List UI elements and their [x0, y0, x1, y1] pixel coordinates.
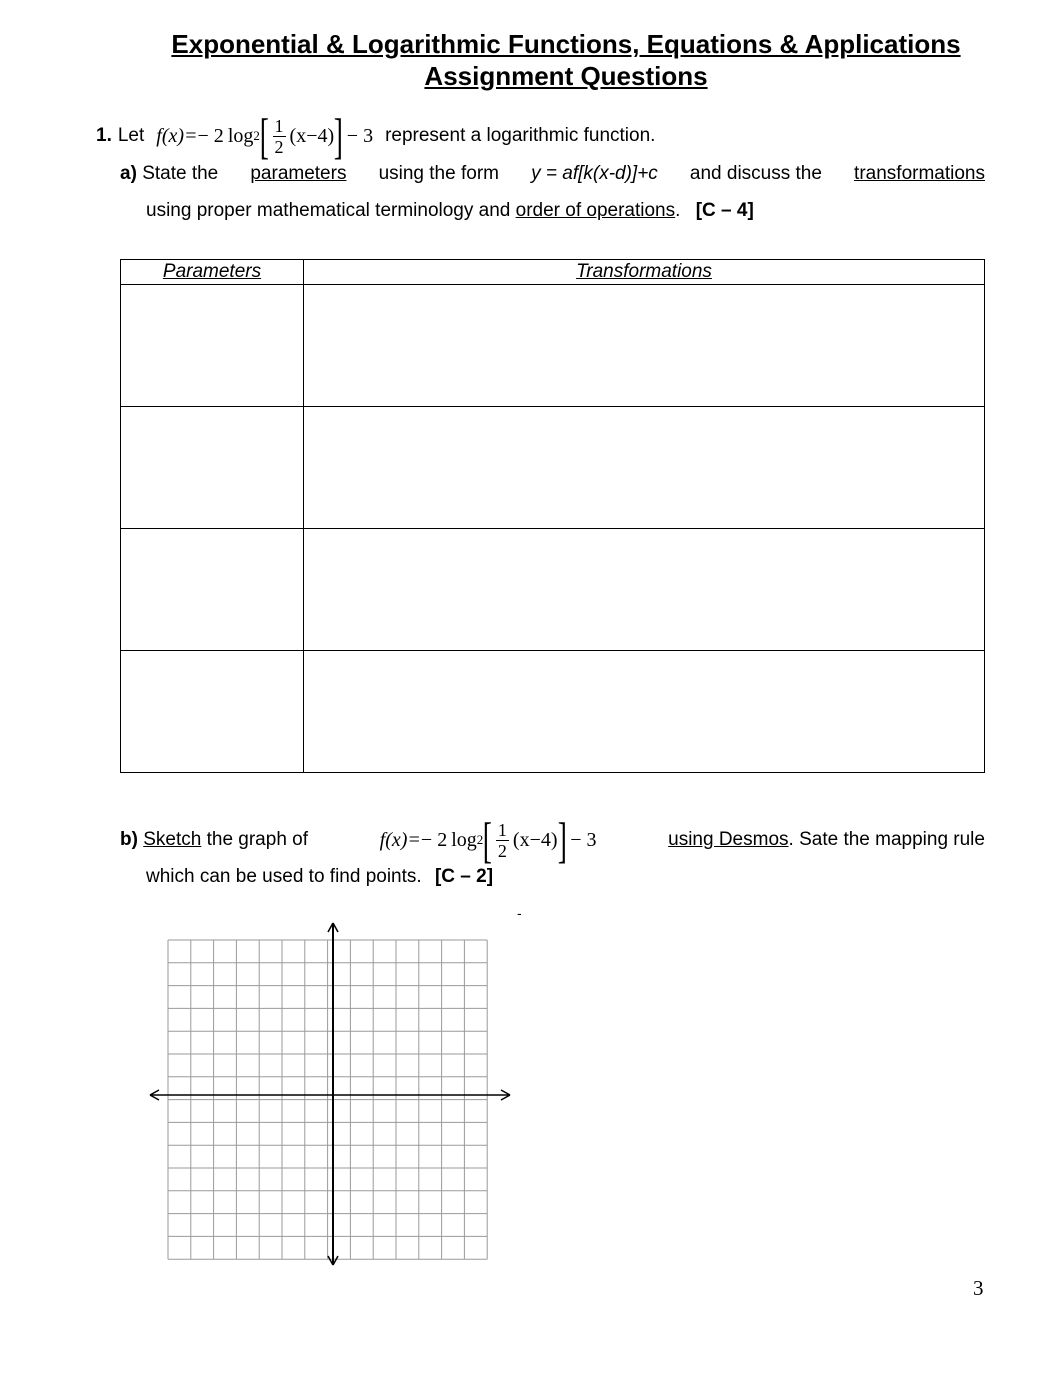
represent-text: represent a logarithmic function.	[385, 125, 656, 146]
title-line-2: Assignment Questions	[424, 61, 708, 91]
function-equation-b: f(x)= − 2 log 2 [ $\frac{1}{2}$ (x−4) ] − 3	[379, 812, 597, 868]
parameter-cell[interactable]	[121, 529, 304, 651]
table-row	[121, 407, 985, 529]
transformation-cell[interactable]	[304, 285, 985, 407]
coordinate-grid[interactable]	[140, 915, 520, 1270]
desmos-link[interactable]: using Desmos	[668, 829, 789, 850]
question-1	[96, 108, 656, 164]
part-b-marks: [C – 2]	[434, 866, 494, 887]
question-number: 1.	[96, 125, 112, 146]
transformation-cell[interactable]	[304, 407, 985, 529]
part-a-label: a)	[120, 163, 137, 184]
function-equation: f(x)= − 2 log 2 [ $\frac{1}{2}$ (x−4) ] − 3	[156, 108, 374, 164]
parameters-term: parameters	[250, 163, 347, 184]
header-transformations: Transformations	[304, 260, 985, 285]
order-of-operations-term: order of operations	[515, 200, 676, 221]
transformations-term: transformations	[854, 163, 985, 184]
title-line-1: Exponential & Logarithmic Functions, Equations & Applications	[171, 29, 961, 59]
part-a: a) State the parameters using the form y = af[k(x-d)]+c and discuss the transformations using proper mathematical terminology and order of operations. [C – 4]	[120, 155, 985, 229]
parameters-table	[120, 259, 985, 773]
let-text: Let	[117, 125, 145, 146]
table-row	[121, 651, 985, 773]
stray-dash: -	[517, 905, 522, 921]
form-expression: y = af[k(x-d)]+c	[531, 163, 658, 184]
parameter-cell[interactable]	[121, 285, 304, 407]
parameter-cell[interactable]	[121, 651, 304, 773]
part-a-marks: [C – 4]	[695, 200, 754, 221]
part-b: b) Sketch the graph of f(x)= − 2 log 2 [ $\frac{1}{2}$ (x−4) ] − 3 using Desmos. Sate the mapping rule	[120, 812, 985, 868]
transformation-cell[interactable]	[304, 651, 985, 773]
grid-lines	[168, 940, 487, 1259]
table-row	[121, 285, 985, 407]
part-b-line-2: which can be used to find points. [C – 2]	[146, 866, 494, 887]
sketch-term: Sketch	[143, 829, 202, 850]
table-row	[121, 529, 985, 651]
header-parameters: Parameters	[121, 260, 304, 285]
transformation-cell[interactable]	[304, 529, 985, 651]
page-number: 3	[973, 1276, 984, 1300]
parameter-cell[interactable]	[121, 407, 304, 529]
part-b-label: b)	[120, 829, 138, 850]
